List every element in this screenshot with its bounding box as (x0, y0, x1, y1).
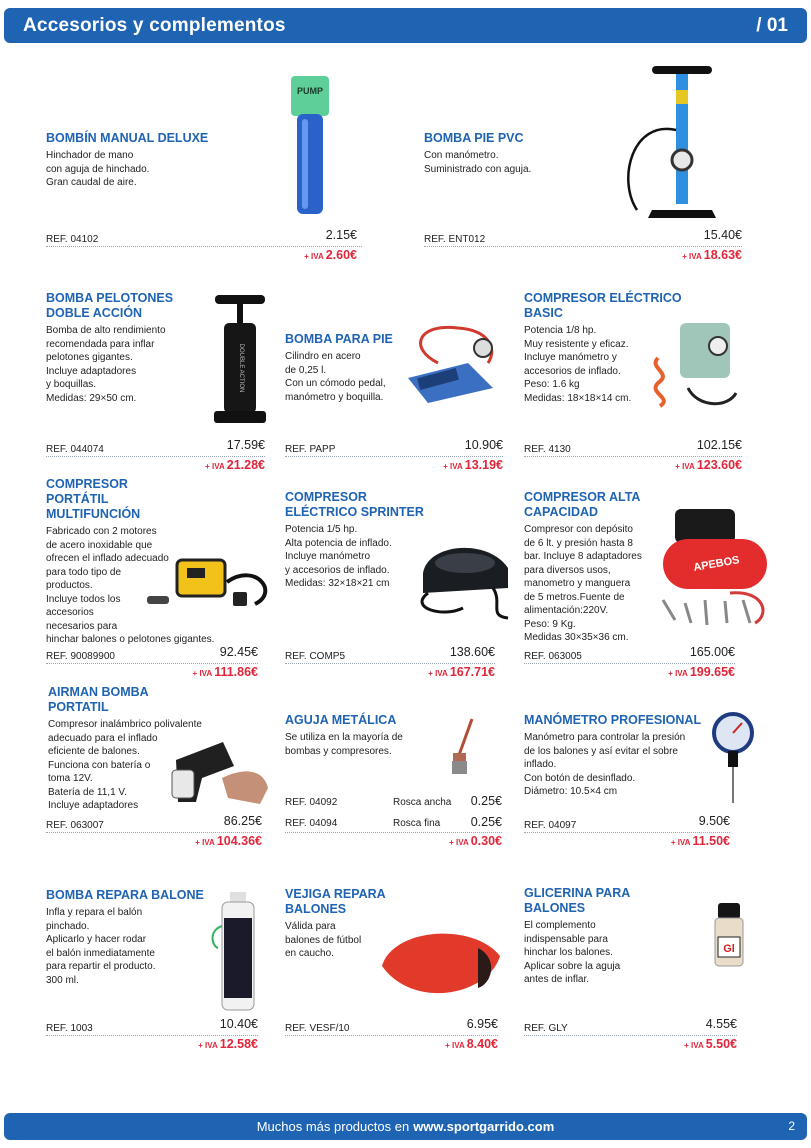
product-title: AGUJA METÁLICA (285, 713, 397, 727)
price-divider (524, 1035, 737, 1036)
product-description: Potencia 1/5 hp. Alta potencia de inflado. Incluye manómetro y accesorios de inflado. Medidas: 32×18×21 cm (285, 524, 392, 589)
compressor-brand-text: APEBOS (692, 554, 741, 574)
product-price-iva (138, 1037, 258, 1051)
price-divider (46, 663, 258, 664)
product-title: GLICERINA PARA BALONES (524, 886, 631, 915)
iva-label: + IVA (684, 1041, 704, 1050)
product-variant: Rosca ancha (393, 797, 452, 808)
page-title: Accesorios y complementos (23, 14, 286, 36)
product-ref: REF. 044074 (46, 444, 104, 455)
product-title: BOMBÍN MANUAL DELUXE (46, 131, 209, 145)
product-description: Válida para balones de fútbol en caucho. (285, 921, 362, 959)
sprinter-compressor-image (403, 528, 518, 623)
iva-value: 21.28€ (226, 458, 265, 472)
product-price-iva (375, 665, 495, 679)
product-card (46, 131, 286, 190)
high-capacity-compressor-image (655, 505, 770, 635)
iva-label: + IVA (192, 669, 213, 678)
price-divider (46, 456, 265, 457)
product-description: Cilindro en acero de 0,25 l. Con un cómodo pedal, manómetro y boquilla. (285, 351, 386, 403)
iva-label: + IVA (195, 838, 215, 847)
product-card (46, 888, 226, 987)
product-description: Con manómetro. Suministrado con aguja. (424, 150, 532, 175)
iva-label: + IVA (205, 462, 225, 471)
iva-label: + IVA (449, 838, 469, 847)
price-divider (524, 663, 735, 664)
product-title: VEJIGA REPARA BALONES (285, 887, 386, 916)
multifunction-compressor-image (145, 552, 275, 617)
price-divider (46, 246, 362, 247)
product-description: El complemento indispensable para hinchar los balones. Aplicar sobre la aguja antes de inflar. (524, 920, 621, 985)
price-divider (285, 1035, 498, 1036)
product-price: 102.15€ (696, 438, 742, 452)
iva-value: 13.19€ (464, 458, 503, 472)
price-divider (424, 246, 742, 247)
product-ref: REF. PAPP (285, 444, 336, 455)
iva-value: 123.60€ (696, 458, 742, 472)
price-divider (285, 832, 502, 833)
product-title: MANÓMETRO PROFESIONAL (524, 713, 702, 727)
product-card (424, 131, 624, 176)
product-ref: REF. 1003 (46, 1023, 93, 1034)
foot-pump-image (398, 318, 508, 413)
product-title: COMPRESOR PORTÁTIL MULTIFUNCIÓN (46, 477, 141, 521)
product-price: 0.25€ (470, 815, 502, 829)
iva-value: 11.50€ (692, 834, 730, 848)
product-price: 10.40€ (219, 1017, 258, 1031)
product-title: AIRMAN BOMBA PORTATIL (48, 685, 149, 714)
product-price-iva (615, 665, 735, 679)
product-card (46, 291, 226, 405)
product-price-iva (378, 1037, 498, 1051)
iva-label: + IVA (445, 1041, 465, 1050)
iva-value: 12.58€ (219, 1037, 258, 1051)
product-ref: REF. 4130 (524, 444, 571, 455)
product-title: COMPRESOR ALTA CAPACIDAD (524, 490, 641, 519)
iva-value: 5.50€ (705, 1037, 737, 1051)
iva-value: 199.65€ (689, 665, 735, 679)
product-title: BOMBA PELOTONES DOBLE ACCIÓN (46, 291, 174, 320)
product-card (524, 713, 724, 799)
product-price-iva (383, 458, 503, 472)
product-ref: REF. 04102 (46, 234, 99, 245)
product-ref: REF. 063005 (524, 651, 582, 662)
price-divider (46, 1035, 258, 1036)
product-description: Infla y repara el balón pinchado. Aplicarlo y hacer rodar el balón inmediatamente para repartir el producto. 300 ml. (46, 907, 156, 986)
iva-value: 104.36€ (216, 834, 262, 848)
product-description: Hinchador de mano con aguja de hinchado. Gran caudal de aire. (46, 150, 150, 188)
iva-value: 167.71€ (449, 665, 495, 679)
product-price: 86.25€ (223, 814, 262, 828)
price-divider (285, 663, 495, 664)
iva-label: + IVA (675, 462, 695, 471)
product-description: Se utiliza en la mayoría de bombas y compresores. (285, 732, 403, 757)
pressure-gauge-image (710, 711, 756, 807)
product-price: 165.00€ (689, 645, 735, 659)
product-description: Bomba de alto rendimiento recomendada para inflar pelotones gigantes. Incluye adaptadores y boquillas. Medidas: 29×50 cm. (46, 325, 166, 404)
double-action-pump-image (210, 293, 270, 428)
product-price-iva (622, 458, 742, 472)
product-title: COMPRESOR ELÉCTRICO BASIC (524, 291, 682, 320)
iva-value: 0.30€ (470, 834, 502, 848)
product-price-iva (382, 834, 502, 848)
repair-bladder-image (378, 918, 506, 1010)
product-ref: REF. ENT012 (424, 234, 486, 245)
product-price: 6.95€ (466, 1017, 498, 1031)
price-divider (285, 456, 503, 457)
product-ref: REF. 063007 (46, 820, 104, 831)
product-ref: REF. 04092 (285, 797, 338, 808)
product-title: COMPRESOR ELÉCTRICO SPRINTER (285, 490, 424, 519)
iva-label: + IVA (428, 669, 448, 678)
airman-pump-image (168, 728, 271, 806)
page-footer (4, 1113, 807, 1140)
product-price-iva (145, 458, 265, 472)
section-number: / 01 (756, 14, 788, 36)
product-price-iva (622, 248, 742, 262)
basic-compressor-image (648, 318, 743, 418)
product-description: Manómetro para controlar la presión de los balones y así evitar el sobre inflado. Con botón de desinflado. Diámetro: 10.5×4 cm (524, 732, 686, 797)
iva-value: 18.63€ (703, 248, 742, 262)
product-price: 15.40€ (703, 228, 742, 242)
product-title: BOMBA REPARA BALONE (46, 888, 204, 902)
product-ref: REF. COMP5 (285, 651, 346, 662)
price-divider (524, 456, 742, 457)
product-price: 17.59€ (226, 438, 265, 452)
product-description: Fabricado con 2 motores de acero inoxidable que ofrecen el inflado adecuado para todo tipo de productos. Incluye todos los accesorios necesarios para hinchar balones o pelotones gigantes. (46, 526, 215, 645)
product-price-iva (617, 1037, 737, 1051)
hand-pump-image (285, 74, 335, 219)
product-price: 4.55€ (705, 1017, 737, 1031)
product-card (524, 886, 664, 987)
iva-value: 2.60€ (325, 248, 357, 262)
product-description: Potencia 1/8 hp. Muy resistente y eficaz. Incluye manómetro y accesorios de inflado. Peso: 1.6 kg Medidas: 18×18×14 cm. (524, 325, 632, 404)
product-price-iva (610, 834, 730, 848)
product-description: Compresor inalámbrico polivalente adecuado para el inflado eficiente de balones. Funciona con batería o toma 12V. Batería de 11,1 V. Incluye adaptadores (48, 719, 202, 811)
iva-label: + IVA (670, 838, 691, 847)
product-price-iva (237, 248, 357, 262)
page-number: 2 (788, 1119, 795, 1133)
product-ref: REF. 04094 (285, 818, 338, 829)
price-divider (524, 832, 730, 833)
pelotones-pump-label: DOUBLE ACTION (238, 343, 244, 393)
iva-label: + IVA (304, 252, 324, 261)
iva-label: + IVA (198, 1041, 218, 1050)
iva-label: + IVA (668, 669, 688, 678)
price-divider (46, 832, 262, 833)
product-description: Compresor con depósito de 6 lt. y presión hasta 8 bar. Incluye 8 adaptadores para diversos usos, manometro y manguera de 5 metros.Fuente de alimentación:220V. Peso: 9 Kg. Medidas 30×35×36 cm. (524, 524, 642, 643)
product-price: 92.45€ (219, 645, 258, 659)
repair-spray-image (208, 886, 274, 1016)
iva-label: + IVA (443, 462, 463, 471)
footer-text: Muchos más productos en (256, 1119, 410, 1134)
product-ref: REF. GLY (524, 1023, 568, 1034)
product-price-iva (142, 834, 262, 848)
product-price: 138.60€ (449, 645, 495, 659)
product-price: 2.15€ (325, 228, 357, 242)
iva-value: 8.40€ (466, 1037, 498, 1051)
product-price: 9.50€ (698, 814, 730, 828)
product-title: BOMBA PARA PIE (285, 332, 393, 346)
iva-value: 111.86€ (214, 665, 258, 679)
product-title: BOMBA PIE PVC (424, 131, 524, 145)
pump-label-text: PUMP (296, 86, 324, 96)
glycerin-label-text: Gl (723, 943, 735, 955)
product-ref: REF. VESF/10 (285, 1023, 350, 1034)
product-price-iva (138, 665, 258, 679)
iva-label: + IVA (682, 252, 702, 261)
floor-pump-image (612, 60, 732, 225)
product-ref: REF. 90089900 (46, 651, 115, 662)
product-price: 10.90€ (464, 438, 503, 452)
website-link[interactable]: www.sportgarrido.com (413, 1119, 555, 1134)
product-ref: REF. 04097 (524, 820, 577, 831)
page-header (4, 8, 807, 43)
metal-needle-image (448, 715, 478, 777)
product-price: 0.25€ (470, 794, 502, 808)
product-variant: Rosca fina (393, 818, 441, 829)
glycerin-bottle-image (712, 901, 746, 969)
product-card (285, 713, 435, 758)
